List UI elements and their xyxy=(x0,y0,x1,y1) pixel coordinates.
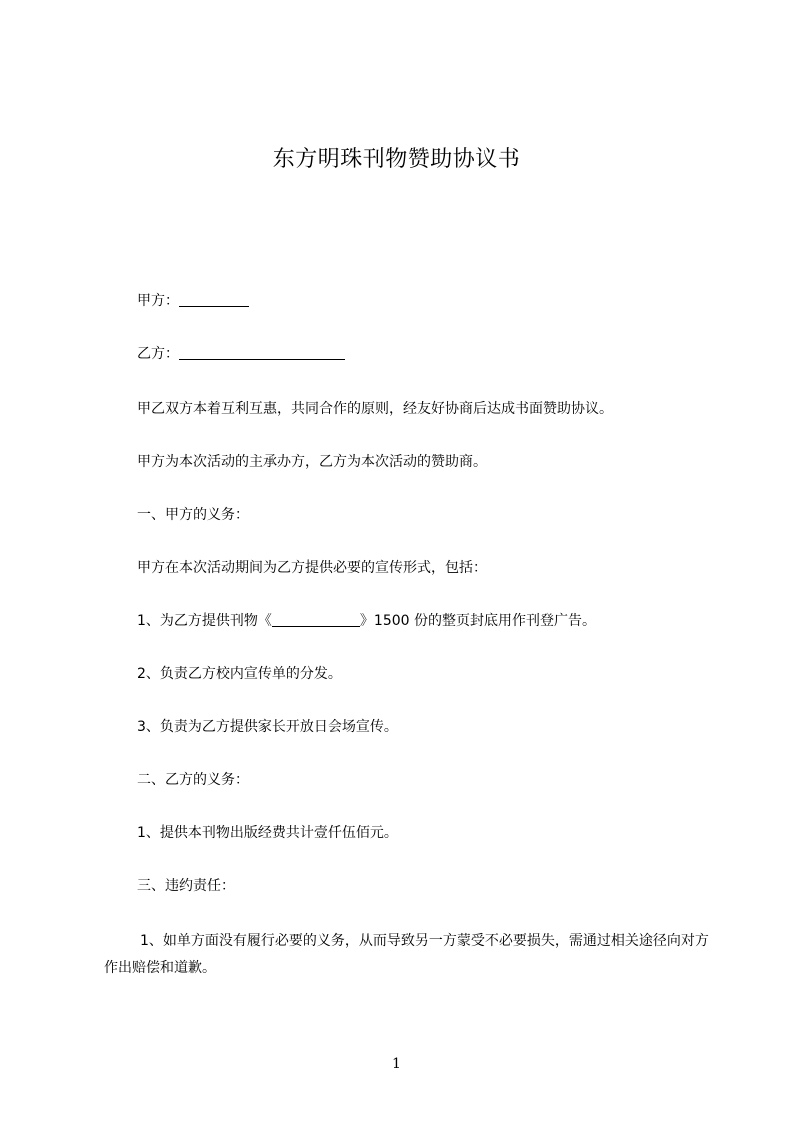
section2-heading: 二、乙方的义务： xyxy=(137,772,249,788)
section1-heading: 一、甲方的义务： xyxy=(137,507,249,523)
section3-heading: 三、违约责任： xyxy=(137,878,235,894)
party-a-blank xyxy=(179,292,249,307)
page-number: 1 xyxy=(392,1056,401,1072)
section1-intro: 甲方在本次活动期间为乙方提供必要的宣传形式，包括： xyxy=(137,560,487,576)
roles-paragraph: 甲方为本次活动的主承办方，乙方为本次活动的赞助商。 xyxy=(137,454,487,470)
publication-name-blank xyxy=(272,612,360,627)
section1-item2: 2、负责乙方校内宣传单的分发。 xyxy=(137,666,342,682)
section2-item1: 1、提供本刊物出版经费共计壹仟伍佰元。 xyxy=(137,825,398,841)
intro-paragraph: 甲乙双方本着互利互惠，共同合作的原则，经友好协商后达成书面赞助协议。 xyxy=(137,401,613,417)
section1-item1 xyxy=(137,612,596,630)
party-b-line xyxy=(137,345,345,363)
party-a-line xyxy=(137,292,249,310)
section1-item1-suffix: 》1500 份的整页封底用作刊登广告。 xyxy=(359,613,597,629)
section1-item1-prefix: 1、为乙方提供刊物《 xyxy=(137,613,272,629)
party-b-label: 乙方： xyxy=(137,346,179,362)
section1-item3: 3、负责为乙方提供家长开放日会场宣传。 xyxy=(137,719,398,735)
party-b-blank xyxy=(179,345,345,360)
section3-item1: 1、如单方面没有履行必要的义务，从而导致另一方蒙受不必要损失，需通过相关途径向对方作出赔偿和道歉。 xyxy=(104,933,709,976)
document-title: 东方明珠刊物赞助协议书 xyxy=(272,147,521,172)
party-a-label: 甲方： xyxy=(137,293,179,309)
